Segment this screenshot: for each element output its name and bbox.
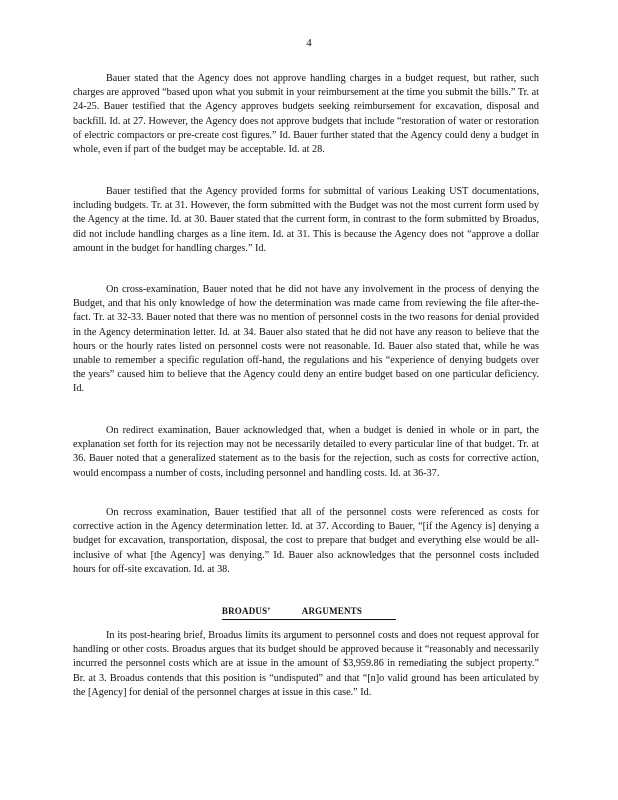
- paragraph-cross-examination: On cross-examination, Bauer noted that he did not have any involvement in the process of denying the Budget, and that his only knowledge of how the determination was made came from reviewing the file after-the-fact. Tr. at 32-33. Bauer noted that there was no mention of personnel costs in the two reasons for denial provided in the Agency determination letter. Id. at 34. Bauer also stated that he did not have any reason to believe that the hours or the hourly rates listed on personnel costs were not reasonable. Id. Bauer also stated that, while he was unable to remember a specific regulation off-hand, the regulations and his “experience of denying budgets over the years” caused him to believe that the Agency could deny an entire budget based on one particular deficiency. Id.: [73, 284, 539, 395]
- section-heading: [0, 604, 618, 620]
- paragraph-recross-examination: On recross examination, Bauer testified that all of the personnel costs were referenced as costs for corrective action in the Agency determination letter. Id. at 37. According to Bauer, “[if the Agency is] denying a budget for excavation, transportation, disposal, the cost to prepare that budget and everything else would be all-inclusive of what [the Agency] was denying.” Id. Bauer also acknowledges that the personnel costs included hours for off-site excavation. Id. at 38.: [73, 507, 539, 575]
- paragraph-bauer-handling-charges: Bauer stated that the Agency does not approve handling charges in a budget request, but rather, such charges are approved “based upon what you submit in your reimbursement at the time you submit the bills.” Tr. at 24-25. Bauer testified that the Agency approves budgets seeking reimbursement for excavation, disposal and backfill. Id. at 27. However, the Agency does not approve budgets that include “restoration of water or restoration of electric compactors or pre-create cost figures.” Id. Bauer further stated that the Agency could deny a budget in whole, even if part of the budget may be acceptable. Id. at 28.: [73, 73, 539, 156]
- page-number: 4: [306, 37, 312, 49]
- paragraph-broadus-arguments: In its post-hearing brief, Broadus limits its argument to personnel costs and does not request approval for handling or other costs. Broadus argues that its budget should be approved because it “reasonably and necessarily incurred the personnel costs which are at issue in the amount of $3,959.86 in remediating the subject property.” Br. at 3. Broadus contends that this position is “undisputed” and that “[n]o valid ground has been articulated by the [Agency] for denial of the personnel charges at issue in this case.” Id.: [73, 630, 539, 698]
- section-heading-text: BROADUS’ ARGUMENTS: [222, 604, 396, 620]
- paragraph-bauer-forms: Bauer testified that the Agency provided forms for submittal of various Leaking UST documentations, including budgets. Tr. at 31. However, the form submitted with the Budget was not the most current form used by the Agency at the time. Id. at 30. Bauer stated that the current form, in contrast to the form submitted by Broadus, did not include handling charges as a line item. Id. at 31. This is because the Agency does not “approve a dollar amount in the budget for handling charges.” Id.: [73, 186, 539, 254]
- paragraph-redirect-examination: On redirect examination, Bauer acknowledged that, when a budget is denied in whole or in part, the explanation set forth for its rejection may not be necessarily detailed to every particular line of that budget. Tr. at 36. Bauer noted that a generalized statement as to the basis for the rejection, such as costs for corrective action, would encompass a number of costs, including personnel and handling costs. Id. at 36-37.: [73, 425, 539, 479]
